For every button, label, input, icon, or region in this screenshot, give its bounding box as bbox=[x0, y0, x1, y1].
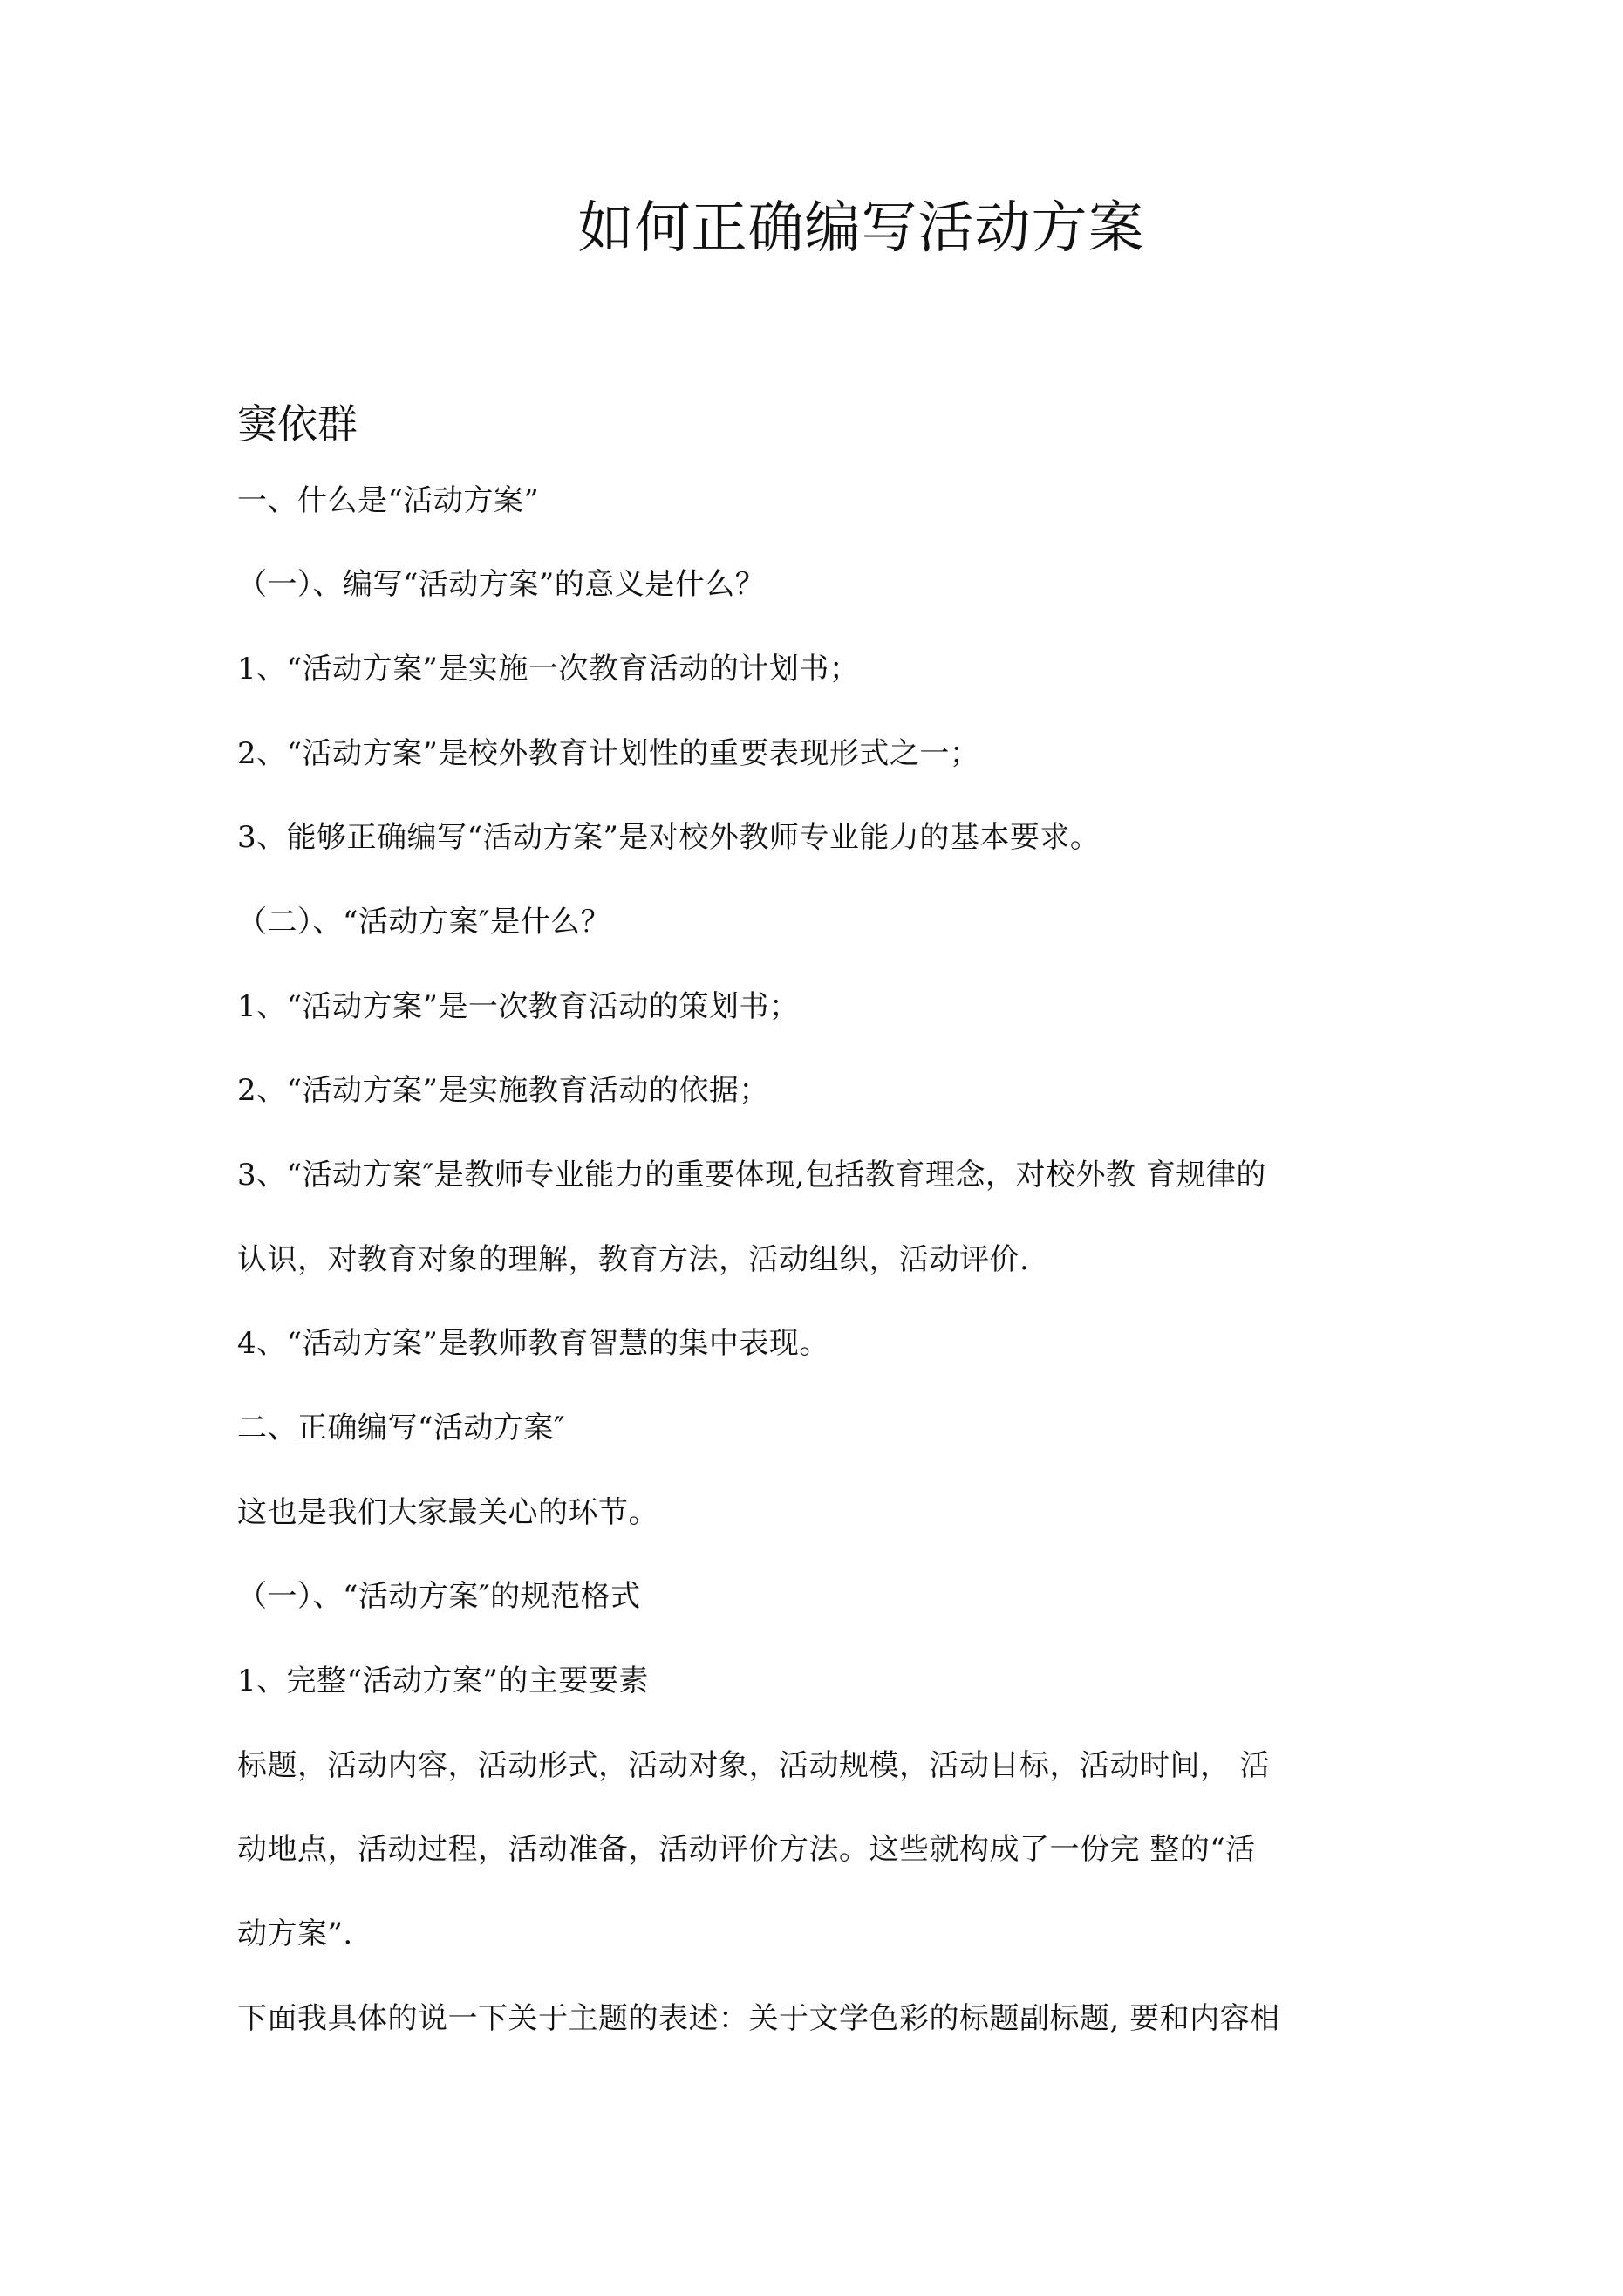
document-title: 如何正确编写活动方案 bbox=[577, 196, 1145, 261]
paragraph-line: 下面我具体的说一下关于主题的表述：关于文学色彩的标题副标题, 要和内容相 bbox=[237, 2001, 1280, 2036]
paragraph-line: 认识，对教育对象的理解，教育方法，活动组织，活动评价. bbox=[237, 1242, 1030, 1277]
paragraph-line: 动方案”. bbox=[237, 1917, 353, 1951]
paragraph-line: 这也是我们大家最关心的环节。 bbox=[237, 1495, 658, 1530]
paragraph-line: 3、“活动方案″是教师专业能力的重要体现,包括教育理念，对校外教 育规律的 bbox=[237, 1158, 1266, 1192]
paragraph-line: 1、“活动方案”是一次教育活动的策划书； bbox=[237, 989, 800, 1024]
paragraph-line: 3、能够正确编写“活动方案”是对校外教师专业能力的基本要求。 bbox=[237, 820, 1101, 855]
subsection-heading-2-1: （一）、“活动方案″的规范格式 bbox=[237, 1579, 641, 1614]
paragraph-line: 4、“活动方案”是教师教育智慧的集中表现。 bbox=[237, 1326, 829, 1361]
paragraph-line: 标题，活动内容，活动形式，活动对象，活动规模，活动目标，活动时间， 活 bbox=[237, 1748, 1271, 1783]
document-author: 窦依群 bbox=[237, 400, 358, 448]
subsection-heading-1-2: （二）、“活动方案″是什么？ bbox=[237, 905, 611, 940]
section-heading-2: 二、正确编写“活动方案″ bbox=[237, 1411, 566, 1445]
paragraph-line: 动地点，活动过程，活动准备，活动评价方法。这些就构成了一份完 整的“活 bbox=[237, 1832, 1256, 1867]
paragraph-line: 1、完整“活动方案”的主要要素 bbox=[237, 1664, 649, 1698]
paragraph-line: 1、“活动方案”是实施一次教育活动的计划书； bbox=[237, 652, 860, 687]
paragraph-line: 2、“活动方案”是实施教育活动的依据； bbox=[237, 1073, 769, 1108]
subsection-heading-1-1: （一）、编写“活动方案”的意义是什么？ bbox=[237, 567, 766, 602]
section-heading-1: 一、什么是“活动方案” bbox=[237, 483, 540, 518]
paragraph-line: 2、“活动方案”是校外教育计划性的重要表现形式之一； bbox=[237, 736, 980, 771]
